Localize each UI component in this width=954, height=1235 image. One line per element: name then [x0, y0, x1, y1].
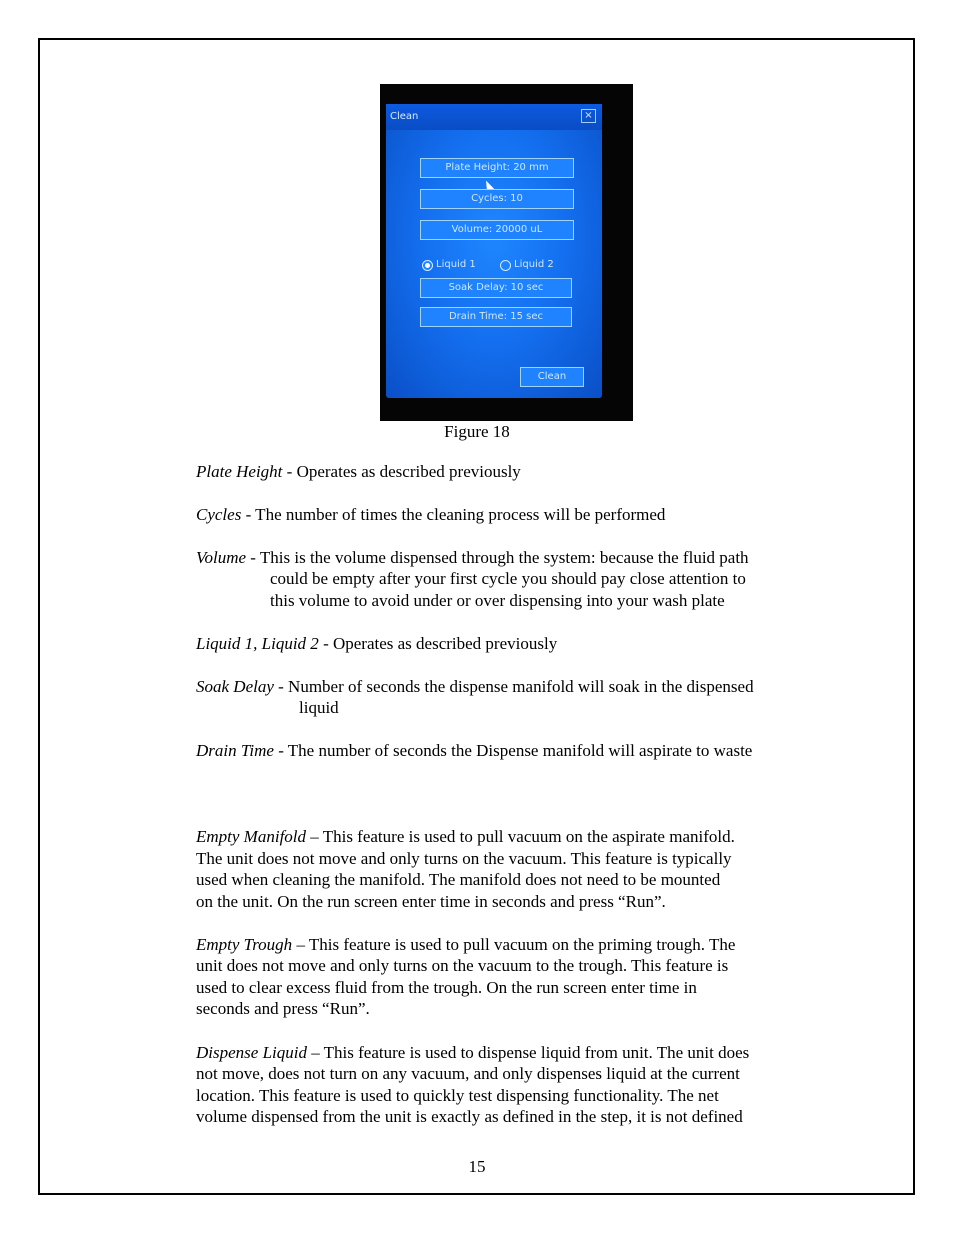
def-soak-delay — [196, 676, 754, 698]
cycles-button: Cycles: 10 — [420, 189, 574, 209]
def-volume-line3: this volume to avoid under or over dispensing into your wash plate — [270, 591, 725, 610]
page-number: 15 — [468, 1157, 486, 1176]
def-drain-time — [196, 740, 752, 762]
liquid2-label: Liquid 2 — [514, 259, 554, 270]
term: Empty Manifold — [196, 827, 307, 846]
para-empty-manifold — [196, 826, 735, 848]
def-liquid — [196, 633, 557, 655]
liquid1-label: Liquid 1 — [436, 259, 476, 270]
plate-height-button: Plate Height: 20 mm — [420, 158, 574, 178]
para-line: used to clear excess fluid from the trough. On the run screen enter time in — [196, 978, 697, 997]
term: Soak Delay — [196, 677, 274, 696]
close-icon: × — [581, 109, 596, 123]
term: Empty Trough — [196, 935, 293, 954]
definition: - Operates as described previously — [318, 634, 558, 653]
term: Cycles — [196, 505, 242, 524]
para-text: – This feature is used to pull vacuum on the aspirate manifold. — [306, 827, 735, 846]
para-line: on the unit. On the run screen enter time in seconds and press “Run”. — [196, 892, 666, 911]
def-cycles — [196, 504, 665, 526]
definition: - The number of times the cleaning process will be performed — [241, 505, 666, 524]
para-line: unit does not move and only turns on the vacuum to the trough. This feature is — [196, 956, 729, 975]
definition: - Number of seconds the dispense manifold will soak in the dispensed — [273, 677, 754, 696]
drain-time-button: Drain Time: 15 sec — [420, 307, 572, 327]
para-line: seconds and press “Run”. — [196, 999, 370, 1018]
para-line: not move, does not turn on any vacuum, and only dispenses liquid at the current — [196, 1064, 740, 1083]
para-text: – This feature is used to dispense liquid from unit. The unit does — [306, 1043, 750, 1062]
para-text: – This feature is used to pull vacuum on the priming trough. The — [292, 935, 736, 954]
clean-dialog — [386, 104, 602, 398]
definition: - The number of seconds the Dispense manifold will aspirate to waste — [273, 741, 753, 760]
definition: - This is the volume dispensed through the system: because the fluid path — [246, 548, 749, 567]
para-line: location. This feature is used to quickly test dispensing functionality. The net — [196, 1086, 719, 1105]
def-soak-delay-line2: liquid — [299, 698, 339, 717]
clean-button: Clean — [520, 367, 584, 387]
soak-delay-button: Soak Delay: 10 sec — [420, 278, 572, 298]
term: Dispense Liquid — [196, 1043, 307, 1062]
figure-18-photo — [380, 84, 633, 421]
para-line: volume dispensed from the unit is exactly as defined in the step, it is not defined — [196, 1107, 743, 1126]
def-volume — [196, 547, 749, 569]
definition: - Operates as described previously — [282, 462, 521, 481]
figure-caption: Figure 18 — [444, 422, 510, 441]
term: Drain Time — [196, 741, 274, 760]
term: Volume — [196, 548, 247, 567]
volume-button: Volume: 20000 uL — [420, 220, 574, 240]
term: Plate Height — [196, 462, 283, 481]
liquid-radio-group — [422, 258, 572, 274]
dialog-title: Clean — [390, 111, 419, 122]
para-line: used when cleaning the manifold. The manifold does not need to be mounted — [196, 870, 721, 889]
term: Liquid 1, Liquid 2 — [196, 634, 319, 653]
def-volume-line2: could be empty after your first cycle you should pay close attention to — [270, 569, 746, 588]
para-line: The unit does not move and only turns on the vacuum. This feature is typically — [196, 849, 732, 868]
dialog-titlebar — [386, 104, 602, 130]
def-plate-height — [196, 461, 521, 483]
para-empty-trough — [196, 934, 735, 956]
liquid1-radio — [422, 260, 433, 271]
para-dispense-liquid — [196, 1042, 749, 1064]
liquid2-radio — [500, 260, 511, 271]
